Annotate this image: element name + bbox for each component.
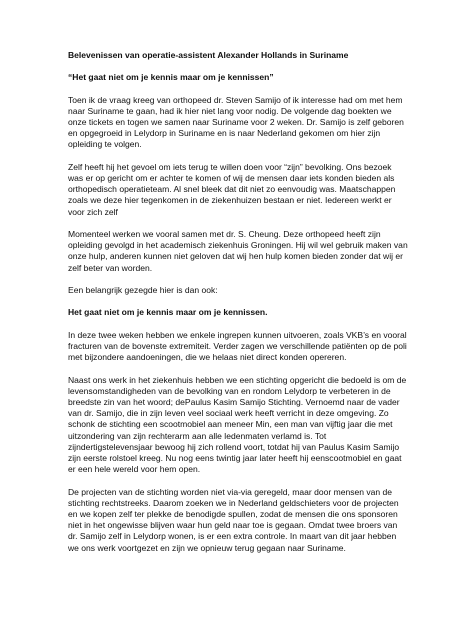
paragraph-cooperation: Momenteel werken we vooral samen met dr. S. Cheung. Deze orthopeed heeft zijn opleiding gevolgd in het academisch ziekenhuis Groningen. Hij wil wel gebruik maken van onze hulp, anderen kunnen niet geloven dat wij hen hulp komen bieden zonder dat wij er zelf beter van worden.	[68, 229, 408, 273]
paragraph-saying-intro: Een belangrijk gezegde hier is dan ook:	[68, 285, 218, 295]
paragraph-saying: Het gaat niet om je kennis maar om je kennissen.	[68, 307, 268, 318]
paragraph-projects: De projecten van de stichting worden niet via-via geregeld, maar door mensen van de stichting rechtstreeks. Daarom zoeken we in Nederland geldschieters voor de projecten en we kopen zelf ter plekke de benodigde spullen, zodat de mensen die ons sponsoren niet in het ongewisse blijven waar hun geld naar toe is gegaan. Omdat twee broers van dr. Samijo zelf in Lelydorp wonen, is er een extra controle. In maart van dit jaar hebben we ons werk voortgezet en zijn we opnieuw terug gegaan naar Suriname.	[68, 486, 399, 553]
paragraph-procedures: In deze twee weken hebben we enkele ingrepen kunnen uitvoeren, zoals VKB’s en vooral fracturen van de bovenste extremiteit. Verder zagen we verschillende patiënten op de poli met bijzondere aandoeningen, die we helaas niet direct konden opereren.	[68, 329, 407, 363]
document-title: Belevenissen van operatie-assistent Alexander Hollands in Suriname	[68, 50, 349, 60]
document-subtitle: “Het gaat niet om je kennis maar om je kennissen”	[68, 72, 274, 83]
paragraph-motivation: Zelf heeft hij het gevoel om iets terug te willen doen voor “zijn” bevolking. Ons bezoek was er op gericht om er achter te komen of wij de mensen daar iets konden bieden als orthopedisch operatieteam. Al snel bleek dat dit niet zo eenvoudig was. Maatschappen zoals we deze hier tegenkomen in de ziekenhuizen bestaan er niet. Iedereen werkt er voor zich zelf	[68, 161, 396, 217]
paragraph-foundation: Naast ons werk in het ziekenhuis hebben we een stichting opgericht die bedoeld is om de levensomstandigheden van de bevolking van en rondom Lelydorp te verbeteren in de breedste zin van het woord; dePaulus Kasim Samijo Stichting. Vernoemd naar de vader van dr. Samijo, die in zijn leven veel sociaal werk heeft verricht in deze omgeving. Zo schonk de stichting een scootmobiel aan meneer Min, een man van vijftig jaar die met uitzondering van zijn rechterarm aan alle ledenmaten verlamd is. Tot zijndertigstelevensjaar bewoog hij zich rollend voort, totdat hij van Paulus Kasim Samijo zijn eerste rolstoel kreeg. Nu nog eens twintig jaar later heeft hij eenscootmobiel en gaat er een hele wereld voor hem open.	[68, 374, 407, 475]
document-page	[68, 50, 408, 554]
paragraph-intro: Toen ik de vraag kreeg van orthopeed dr. Steven Samijo of ik interesse had om met hem naar Suriname te gaan, had ik hier niet lang voor nodig. De volgende dag boekten we onze tickets en togen we samen naar Suriname voor 2 weken. Dr. Samijo is zelf geboren en opgegroeid in Lelydorp in Suriname en is naar Nederland gekomen om hier zijn opleiding te volgen.	[68, 94, 404, 150]
